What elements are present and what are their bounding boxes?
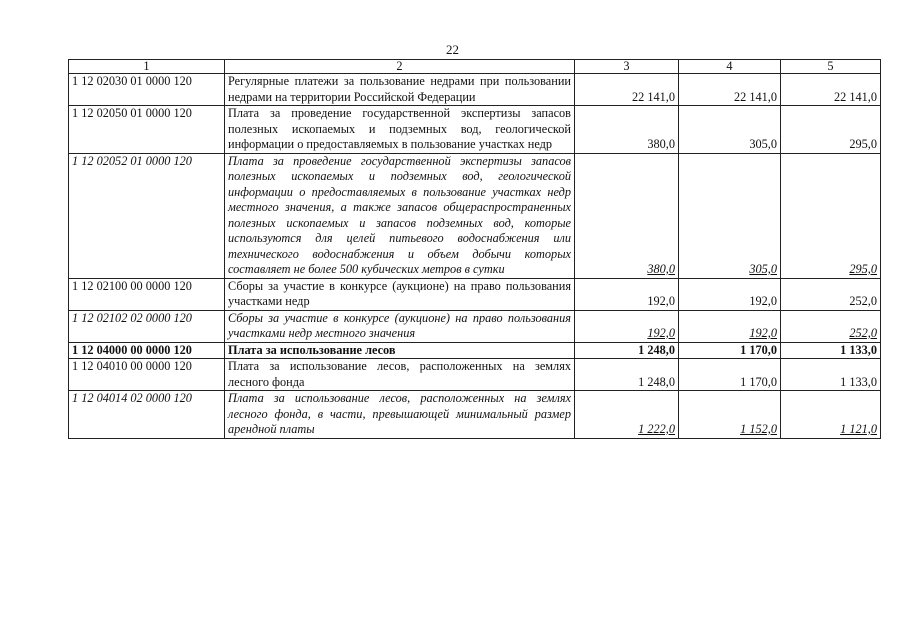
value-col5: 295,0 xyxy=(781,106,881,154)
table-row xyxy=(69,391,881,439)
value-col4: 1 170,0 xyxy=(679,342,781,359)
budget-table xyxy=(68,59,881,439)
value-col4: 305,0 xyxy=(679,106,781,154)
column-header: 1 xyxy=(69,60,225,74)
column-header: 3 xyxy=(575,60,679,74)
row-description: Сборы за участие в конкурсе (аукционе) на право пользования участками недр xyxy=(225,278,575,310)
value-col4: 1 170,0 xyxy=(679,359,781,391)
value-col4: 192,0 xyxy=(679,310,781,342)
value-col5: 1 133,0 xyxy=(781,342,881,359)
column-header: 5 xyxy=(781,60,881,74)
table-row xyxy=(69,278,881,310)
budget-code: 1 12 02100 00 0000 120 xyxy=(69,278,225,310)
budget-code: 1 12 04014 02 0000 120 xyxy=(69,391,225,439)
value-col4: 192,0 xyxy=(679,278,781,310)
value-col5: 1 121,0 xyxy=(781,391,881,439)
table-header-row xyxy=(69,60,881,74)
value-col4: 305,0 xyxy=(679,153,781,278)
value-col3: 192,0 xyxy=(575,310,679,342)
value-col5: 295,0 xyxy=(781,153,881,278)
row-description: Плата за проведение государственной экспертизы запасов полезных ископаемых и подземных вод, геологической информации о предоставляемых в пользование участках недр местного значения, а также запасов общераспространенных полезных ископаемых и запасов подземных вод, которые используются для целей питьевого водоснабжения или технического водоснабжения и объем добычи которых составляет не более 500 кубических метров в сутки xyxy=(225,153,575,278)
value-col4: 22 141,0 xyxy=(679,74,781,106)
page-number: 22 xyxy=(446,42,459,57)
budget-code: 1 12 02052 01 0000 120 xyxy=(69,153,225,278)
budget-code: 1 12 04010 00 0000 120 xyxy=(69,359,225,391)
value-col4: 1 152,0 xyxy=(679,391,781,439)
budget-code: 1 12 02102 02 0000 120 xyxy=(69,310,225,342)
budget-code: 1 12 02050 01 0000 120 xyxy=(69,106,225,154)
row-description: Плата за использование лесов, расположенных на землях лесного фонда xyxy=(225,359,575,391)
value-col5: 252,0 xyxy=(781,310,881,342)
value-col3: 22 141,0 xyxy=(575,74,679,106)
table-row xyxy=(69,342,881,359)
value-col3: 1 222,0 xyxy=(575,391,679,439)
budget-code: 1 12 02030 01 0000 120 xyxy=(69,74,225,106)
value-col3: 380,0 xyxy=(575,153,679,278)
column-header: 4 xyxy=(679,60,781,74)
row-description: Плата за проведение государственной экспертизы запасов полезных ископаемых и подземных вод, геологической информации о предоставляемых в пользование участках недр xyxy=(225,106,575,154)
value-col5: 22 141,0 xyxy=(781,74,881,106)
value-col3: 1 248,0 xyxy=(575,342,679,359)
value-col3: 1 248,0 xyxy=(575,359,679,391)
value-col3: 380,0 xyxy=(575,106,679,154)
row-description: Сборы за участие в конкурсе (аукционе) на право пользования участками недр местного значения xyxy=(225,310,575,342)
table-row xyxy=(69,153,881,278)
column-header: 2 xyxy=(225,60,575,74)
value-col5: 1 133,0 xyxy=(781,359,881,391)
budget-code: 1 12 04000 00 0000 120 xyxy=(69,342,225,359)
row-description: Плата за использование лесов xyxy=(225,342,575,359)
value-col3: 192,0 xyxy=(575,278,679,310)
table-row xyxy=(69,310,881,342)
table-row xyxy=(69,359,881,391)
table-row xyxy=(69,106,881,154)
row-description: Плата за использование лесов, расположенных на землях лесного фонда, в части, превышающей минимальный размер арендной платы xyxy=(225,391,575,439)
row-description: Регулярные платежи за пользование недрами при пользовании недрами на территории Российской Федерации xyxy=(225,74,575,106)
table-row xyxy=(69,74,881,106)
value-col5: 252,0 xyxy=(781,278,881,310)
